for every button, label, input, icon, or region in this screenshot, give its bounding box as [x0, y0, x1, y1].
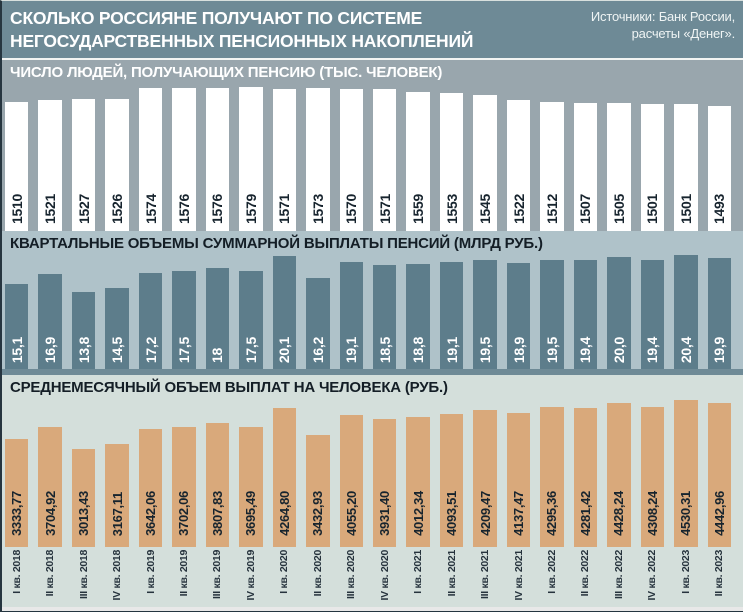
bar-value-label: 14,5: [109, 336, 126, 363]
axis-label: [507, 550, 530, 611]
bar: [674, 255, 697, 369]
section-title-people-count: ЧИСЛО ЛЮДЕЙ, ПОЛУЧАЮЩИХ ПЕНСИЮ (ТЫС. ЧЕЛОВЕК): [10, 64, 443, 81]
bar-value-label: 4295,36: [544, 491, 560, 536]
bar-value-label: 19,5: [477, 336, 494, 363]
bar: [72, 449, 95, 547]
bar: [340, 89, 363, 231]
source-note-line1: Источники: Банк России,: [590, 9, 735, 24]
bar-value-label: 19,4: [577, 336, 594, 363]
bar: [540, 407, 563, 547]
bar: [540, 260, 563, 369]
bar-value-label: 4012,34: [410, 491, 426, 536]
bar: [373, 89, 396, 231]
axis-label-text: III кв. 2022: [612, 550, 625, 599]
axis-label: [38, 550, 61, 611]
bar: [440, 93, 463, 231]
bar-value-label: 1505: [610, 194, 627, 224]
bar-value-label: 1493: [711, 194, 728, 224]
axis-label: [540, 550, 563, 611]
bar-value-label: 20,0: [610, 336, 627, 363]
bar: [473, 410, 496, 547]
axis-label: [574, 550, 597, 611]
axis-label: [273, 550, 296, 611]
bar-value-label: 1510: [8, 194, 25, 224]
bar-value-label: 20,4: [677, 336, 694, 363]
bar-value-label: 4137,47: [511, 491, 527, 536]
bar: [708, 106, 731, 231]
section-title-monthly-per-person: СРЕДНЕМЕСЯЧНЫЙ ОБЪЕМ ВЫПЛАТ НА ЧЕЛОВЕКА (РУБ.): [10, 379, 448, 396]
bar: [139, 88, 162, 231]
axis-label: [440, 550, 463, 611]
bar-value-label: 1512: [543, 194, 560, 224]
bar: [139, 429, 162, 547]
section-people-count: [2, 60, 743, 231]
chart-people-count: [2, 87, 743, 231]
axis-label-text: I кв. 2023: [679, 550, 692, 594]
bar: [206, 423, 229, 547]
bar-value-label: 1501: [677, 194, 694, 224]
bar-value-label: 4442,96: [711, 491, 727, 536]
bar-value-label: 4055,20: [343, 491, 359, 536]
bar-value-label: 19,5: [543, 336, 560, 363]
bar-value-label: 3013,43: [76, 491, 92, 536]
bar-value-label: 4093,51: [444, 491, 460, 536]
bar: [574, 260, 597, 369]
bar: [406, 417, 429, 547]
bar-value-label: 1579: [242, 194, 259, 224]
bar-value-label: 1576: [175, 194, 192, 224]
bar: [273, 89, 296, 231]
axis-label: [172, 550, 195, 611]
axis-label-text: IV кв. 2021: [512, 550, 525, 601]
bar: [406, 264, 429, 369]
bar-value-label: 18,8: [410, 336, 427, 363]
axis-label-text: IV кв. 2018: [111, 550, 124, 601]
chart-monthly-per-person: [2, 400, 743, 547]
axis-label-text: III кв. 2018: [77, 550, 90, 599]
bar-value-label: 17,5: [175, 336, 192, 363]
bar: [5, 284, 28, 369]
bar-value-label: 15,1: [8, 336, 25, 363]
bar: [38, 100, 61, 231]
bar: [373, 265, 396, 369]
bar-value-label: 3642,06: [143, 491, 159, 536]
bar-value-label: 1574: [142, 194, 159, 224]
axis-label: [72, 550, 95, 611]
page-title-line1: СКОЛЬКО РОССИЯНЕ ПОЛУЧАЮТ ПО СИСТЕМЕ: [10, 8, 423, 28]
bar-value-label: 4308,24: [644, 491, 660, 536]
bar: [574, 103, 597, 231]
axis-label-text: I кв. 2022: [545, 550, 558, 594]
header: [2, 1, 743, 58]
bar-value-label: 1522: [510, 194, 527, 224]
bar: [172, 271, 195, 369]
source-note-line2: расчеты «Денег».: [631, 25, 735, 41]
bar: [574, 408, 597, 547]
axis-label-text: III кв. 2019: [211, 550, 224, 599]
axis-label: [206, 550, 229, 611]
bar: [540, 102, 563, 231]
axis-label-text: II кв. 2021: [445, 550, 458, 597]
bar-value-label: 1526: [109, 194, 126, 224]
axis-label: [674, 550, 697, 611]
axis-label: [373, 550, 396, 611]
axis-label: [306, 550, 329, 611]
bar-value-label: 4428,24: [611, 491, 627, 536]
bar-value-label: 3702,06: [176, 491, 192, 536]
bar: [607, 257, 630, 369]
bar: [340, 415, 363, 547]
axis-label: [239, 550, 262, 611]
bar-value-label: 1527: [75, 194, 92, 224]
section-title-quarterly-total: КВАРТАЛЬНЫЕ ОБЪЕМЫ СУММАРНОЙ ВЫПЛАТЫ ПЕНСИЙ (МЛРД РУБ.): [10, 235, 543, 252]
bar-value-label: 18,9: [510, 336, 527, 363]
section-monthly-per-person: [2, 375, 743, 607]
bar-value-label: 1507: [577, 194, 594, 224]
bar: [507, 263, 530, 369]
source-note: [591, 1, 743, 58]
page-title-line2: НЕГОСУДАРСТВЕННЫХ ПЕНСИОННЫХ НАКОПЛЕНИЙ: [10, 31, 474, 52]
axis-label-text: IV кв. 2022: [646, 550, 659, 601]
bar: [641, 260, 664, 369]
page-title: [2, 1, 473, 58]
bar: [38, 274, 61, 369]
bar: [5, 102, 28, 231]
axis-label-text: II кв. 2019: [177, 550, 190, 597]
bar: [708, 258, 731, 369]
chart-quarterly-total: [2, 255, 743, 369]
axis-label-text: II кв. 2018: [44, 550, 57, 597]
bar: [239, 271, 262, 369]
bar: [38, 427, 61, 547]
axis-label-text: I кв. 2020: [278, 550, 291, 594]
bar-value-label: 17,5: [242, 336, 259, 363]
bar-value-label: 18: [209, 348, 226, 363]
axis-label-text: II кв. 2020: [311, 550, 324, 597]
axis-label: [473, 550, 496, 611]
bar: [340, 262, 363, 369]
bar-value-label: 1576: [209, 194, 226, 224]
bar: [105, 444, 128, 547]
bar-value-label: 19,4: [644, 336, 661, 363]
bar: [306, 435, 329, 547]
bar-value-label: 1553: [443, 194, 460, 224]
axis-label: [641, 550, 664, 611]
bar-value-label: 4530,31: [678, 491, 694, 536]
bar: [607, 403, 630, 547]
axis-label-text: II кв. 2022: [579, 550, 592, 597]
bar: [708, 403, 731, 547]
axis-label-text: I кв. 2018: [10, 550, 23, 594]
axis-label: [708, 550, 731, 611]
bar-value-label: 20,1: [276, 336, 293, 363]
bar: [273, 256, 296, 369]
bar-value-label: 19,9: [711, 336, 728, 363]
axis-label-text: I кв. 2021: [412, 550, 425, 594]
bar-value-label: 4264,80: [276, 491, 292, 536]
bar-value-label: 4281,42: [577, 491, 593, 536]
bar-value-label: 4209,47: [477, 491, 493, 536]
bar-value-label: 3167,11: [109, 491, 125, 536]
bar-value-label: 3931,40: [377, 491, 393, 536]
axis-label-text: II кв. 2023: [713, 550, 726, 597]
bar: [105, 288, 128, 369]
bar: [172, 427, 195, 547]
bar: [473, 95, 496, 231]
bar: [507, 413, 530, 548]
bar-value-label: 19,1: [343, 336, 360, 363]
bar-value-label: 3333,77: [9, 491, 25, 536]
bar-value-label: 1521: [42, 194, 59, 224]
axis-label: [340, 550, 363, 611]
bar: [239, 427, 262, 547]
bar: [641, 104, 664, 231]
bar: [306, 88, 329, 231]
bar: [72, 292, 95, 369]
bar-value-label: 1573: [309, 194, 326, 224]
bar-value-label: 3695,49: [243, 491, 259, 536]
axis-label: [607, 550, 630, 611]
axis-label-text: III кв. 2020: [345, 550, 358, 599]
axis-label-text: III кв. 2021: [479, 550, 492, 599]
axis-label: [5, 550, 28, 611]
bar: [139, 273, 162, 369]
bar: [473, 260, 496, 369]
x-axis: [2, 550, 743, 611]
bar-value-label: 18,5: [376, 336, 393, 363]
bar-value-label: 1559: [410, 194, 427, 224]
bar: [206, 268, 229, 369]
bar-value-label: 13,8: [75, 336, 92, 363]
bar: [607, 103, 630, 231]
bar-value-label: 1570: [343, 194, 360, 224]
axis-label: [406, 550, 429, 611]
section-quarterly-total: [2, 231, 743, 369]
bar: [674, 400, 697, 547]
bar-value-label: 1545: [477, 194, 494, 224]
bar: [72, 99, 95, 232]
axis-label: [105, 550, 128, 611]
bar-value-label: 3704,92: [42, 491, 58, 536]
bar: [507, 100, 530, 231]
axis-label: [139, 550, 162, 611]
bar-value-label: 1571: [276, 194, 293, 224]
bar-value-label: 3807,83: [209, 491, 225, 536]
bar: [641, 407, 664, 547]
bar-value-label: 17,2: [142, 336, 159, 363]
bar: [239, 87, 262, 231]
bar: [105, 99, 128, 231]
bar: [206, 88, 229, 231]
bar: [406, 92, 429, 232]
bar: [373, 419, 396, 547]
bar: [674, 104, 697, 231]
bar-value-label: 1501: [644, 194, 661, 224]
bar-value-label: 19,1: [443, 336, 460, 363]
bar-value-label: 3432,93: [310, 491, 326, 536]
axis-label-text: IV кв. 2019: [244, 550, 257, 601]
bar: [273, 408, 296, 547]
bar-value-label: 16,9: [42, 336, 59, 363]
bar: [306, 278, 329, 369]
bar: [5, 439, 28, 547]
axis-label-text: I кв. 2019: [144, 550, 157, 594]
bar-value-label: 16,2: [309, 336, 326, 363]
bar: [440, 414, 463, 547]
bar-value-label: 1571: [376, 194, 393, 224]
bar: [172, 88, 195, 231]
bar: [440, 262, 463, 369]
axis-label-text: IV кв. 2020: [378, 550, 391, 601]
